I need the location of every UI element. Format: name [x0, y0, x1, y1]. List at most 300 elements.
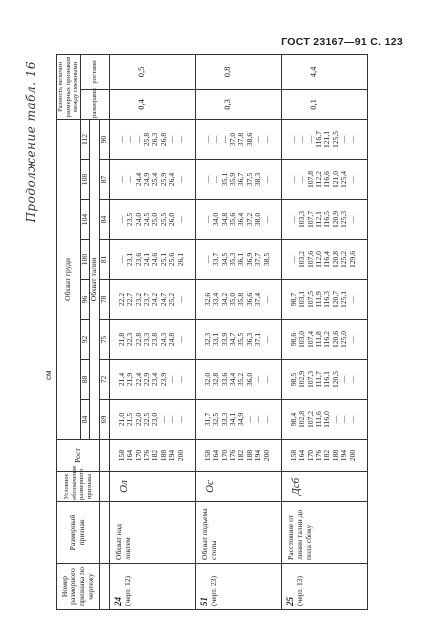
cell-value: 22,5 [142, 412, 152, 427]
cell-value: 34,9 [236, 412, 246, 427]
height-value: 158 [202, 449, 212, 462]
cell-value: — [288, 215, 298, 224]
cell-value: 107,6 [305, 250, 315, 269]
chest-96: 96 [80, 280, 90, 320]
cell-value: — [116, 175, 126, 184]
value-column [195, 400, 281, 440]
cell-value: — [133, 135, 143, 144]
diff-heights-value: 0,5 [109, 54, 195, 89]
cell-value: 25,8 [142, 132, 152, 147]
cell-value: 37,2 [244, 212, 254, 227]
height-value: 182 [236, 449, 246, 462]
cell-value: 98,4 [288, 412, 298, 427]
cell-value: 107,5 [305, 290, 315, 309]
cell-value: — [244, 415, 254, 424]
cell-value: 32,6 [202, 292, 212, 307]
measurements-table [56, 54, 368, 610]
cell-value: — [175, 415, 185, 424]
cell-value: 111,6 [314, 411, 324, 428]
cell-value: 34,0 [211, 212, 221, 227]
value-column [109, 360, 195, 400]
cell-value: 120,7 [330, 290, 340, 309]
cell-value: 23,4 [150, 372, 160, 387]
value-column [281, 280, 367, 320]
waist-84: 84 [100, 200, 110, 240]
cell-value: 121,1 [322, 130, 332, 149]
cell-value: 24,9 [142, 172, 152, 187]
feature-no-cell [109, 564, 195, 610]
diff-heights-value: 0,8 [195, 54, 281, 89]
cell-value: 34,8 [219, 212, 229, 227]
cell-value: — [347, 375, 357, 384]
cell-value: 103,2 [297, 250, 307, 269]
cell-value: 25,0 [150, 212, 160, 227]
cell-value: 33,3 [219, 412, 229, 427]
cell-value: 120,6 [330, 330, 340, 349]
cell-value: — [211, 135, 221, 144]
value-column [195, 280, 281, 320]
cell-value: — [330, 415, 340, 424]
page-header: ГОСТ 23167—91 С. 123 [281, 36, 403, 48]
cell-value: 111,9 [314, 291, 324, 308]
cell-value: — [167, 135, 177, 144]
value-column [109, 240, 195, 280]
chest-84: 84 [80, 400, 90, 440]
waist-75: 75 [100, 320, 110, 360]
cell-value: — [253, 135, 263, 144]
waist-87: 87 [100, 160, 110, 200]
cell-value: 35,8 [236, 292, 246, 307]
cell-value: — [219, 135, 229, 144]
cell-value: 25,9 [158, 172, 168, 187]
unit-label: см [44, 370, 53, 380]
cell-value: 107,2 [305, 410, 315, 429]
cell-value: — [261, 295, 271, 304]
cell-value: 107,3 [305, 370, 315, 389]
table-row [195, 54, 281, 609]
cell-value: — [347, 415, 357, 424]
diff-sizes-header: размерами [80, 89, 109, 119]
cell-value: 22,3 [125, 332, 135, 347]
cell-value: — [158, 415, 168, 424]
cell-value: 36,7 [236, 172, 246, 187]
chest-112: 112 [80, 119, 90, 159]
cell-value: — [116, 255, 126, 264]
cell-value: 107,8 [305, 170, 315, 189]
feature-name: Расстояние от линии талии до пола сбоку [281, 502, 367, 564]
cell-value: 112,1 [314, 211, 324, 228]
waist-72: 72 [100, 360, 110, 400]
col-feature-symbol: Условное обозначение размерного признака [57, 472, 100, 502]
cell-value: 116,7 [314, 131, 324, 148]
height-value: 188 [158, 449, 168, 462]
cell-value: 33,1 [211, 332, 221, 347]
cell-value: 37,0 [228, 132, 238, 147]
feature-no: 51 [198, 597, 209, 606]
cell-value: 26,1 [175, 252, 185, 267]
cell-value: 24,2 [150, 292, 160, 307]
cell-value: 112,0 [314, 251, 324, 268]
col-height-sub [100, 440, 110, 472]
cell-value: 22,8 [133, 332, 143, 347]
cell-value: — [261, 215, 271, 224]
continuation-title: Продолжение табл. 16 [24, 61, 38, 223]
cell-value: — [202, 135, 212, 144]
cell-value: 103,0 [297, 330, 307, 349]
cell-value: 24,5 [142, 212, 152, 227]
cell-value: 98,7 [288, 292, 298, 307]
cell-value: 35,6 [228, 212, 238, 227]
cell-value: 107,4 [305, 330, 315, 349]
cell-value: 102,9 [297, 370, 307, 389]
cell-value: 24,4 [133, 172, 143, 187]
cell-value: 23,2 [133, 292, 143, 307]
cell-value: 22,2 [116, 292, 126, 307]
cell-value: 35,2 [236, 372, 246, 387]
value-column [195, 320, 281, 360]
cell-value: 32,3 [202, 332, 212, 347]
waist-group-header: Обхват талии [90, 119, 100, 439]
height-value: 158 [288, 449, 298, 462]
cell-value: 38,6 [244, 132, 254, 147]
table-row [109, 54, 195, 609]
cell-value: 24,1 [142, 252, 152, 267]
cell-value: 120,9 [330, 210, 340, 229]
cell-value: 116,5 [322, 211, 332, 228]
cell-value: 22,9 [142, 372, 152, 387]
cell-value: 111,7 [314, 371, 324, 388]
cell-value: — [116, 135, 126, 144]
cell-value: 102,8 [297, 410, 307, 429]
height-value: 176 [142, 449, 152, 462]
cell-value: — [175, 175, 185, 184]
waist-69: 69 [100, 400, 110, 440]
cell-value: 125,1 [339, 290, 349, 309]
height-value: 164 [297, 449, 307, 462]
cell-value: 37,1 [253, 332, 263, 347]
cell-value: 25,2 [167, 292, 177, 307]
height-value: 164 [211, 449, 221, 462]
height-value: 200 [261, 449, 271, 462]
cell-value: 35,5 [236, 332, 246, 347]
cell-value: 23,0 [150, 412, 160, 427]
cell-value: — [288, 175, 298, 184]
cell-value: — [288, 255, 298, 264]
cell-value: — [175, 335, 185, 344]
cell-value: 98,6 [288, 332, 298, 347]
cell-value: 35,9 [228, 172, 238, 187]
height-value: 188 [330, 449, 340, 462]
diff-heights-header: ростами [80, 54, 109, 89]
cell-value: 125,3 [339, 210, 349, 229]
cell-value: — [261, 175, 271, 184]
cell-value: 116,0 [322, 411, 332, 428]
cell-value: — [347, 215, 357, 224]
cell-value: 129,6 [347, 250, 357, 269]
value-column [109, 160, 195, 200]
cell-value: 23,7 [142, 292, 152, 307]
value-column [109, 200, 195, 240]
cell-value: — [261, 415, 271, 424]
cell-value: 125,0 [339, 330, 349, 349]
cell-value: — [347, 135, 357, 144]
cell-value: 116,2 [322, 331, 332, 348]
cell-value: 116,4 [322, 251, 332, 268]
cell-value: 116,3 [322, 291, 332, 308]
cell-value: — [253, 375, 263, 384]
height-value: 170 [133, 449, 143, 462]
value-column [195, 240, 281, 280]
cell-value: 120,5 [330, 370, 340, 389]
cell-value: 37,8 [236, 132, 246, 147]
feature-symbol: Дсб [281, 472, 367, 502]
feature-drawing: (черт. 12) [122, 575, 132, 606]
cell-value: 125,5 [330, 130, 340, 149]
height-value: 188 [244, 449, 254, 462]
height-value: 200 [347, 449, 357, 462]
cell-value: — [175, 295, 185, 304]
cell-value: 25,6 [167, 252, 177, 267]
cell-value: — [175, 135, 185, 144]
cell-value: 23,9 [158, 372, 168, 387]
cell-value: — [347, 295, 357, 304]
cell-value: — [261, 335, 271, 344]
cell-value: — [175, 375, 185, 384]
cell-value: 38,5 [261, 252, 271, 267]
diff-header: Разность величин размерных признаков между смежными [57, 54, 81, 119]
cell-value: 36,3 [244, 332, 254, 347]
feature-symbol: Oл [109, 472, 195, 502]
cell-value: 98,5 [288, 372, 298, 387]
cell-value: 36,9 [244, 252, 254, 267]
value-column [109, 400, 195, 440]
cell-value: 26,0 [167, 212, 177, 227]
waist-78: 78 [100, 280, 110, 320]
cell-value: — [347, 175, 357, 184]
cell-value: 34,1 [228, 412, 238, 427]
value-column [281, 400, 367, 440]
cell-value: — [339, 415, 349, 424]
waist-81: 81 [100, 240, 110, 280]
cell-value: 33,6 [219, 372, 229, 387]
cell-value: 21,4 [116, 372, 126, 387]
value-column [195, 160, 281, 200]
col-feature-symbol-sub [100, 472, 110, 502]
cell-value: — [167, 375, 177, 384]
value-column [195, 200, 281, 240]
cell-value: 23,3 [142, 332, 152, 347]
cell-value: 32,0 [202, 372, 212, 387]
cell-value: — [261, 135, 271, 144]
cell-value: 31,7 [202, 412, 212, 427]
chest-92: 92 [80, 320, 90, 360]
cell-value: — [167, 415, 177, 424]
cell-value: 23,5 [125, 212, 135, 227]
cell-value: — [347, 335, 357, 344]
cell-value: 22,7 [125, 292, 135, 307]
chest-108: 108 [80, 160, 90, 200]
cell-value: — [253, 415, 263, 424]
height-value: 164 [125, 449, 135, 462]
cell-value: 33,7 [211, 252, 221, 267]
cell-value: 26,3 [150, 132, 160, 147]
cell-value: 34,4 [228, 372, 238, 387]
height-value: 176 [228, 449, 238, 462]
cell-value: — [297, 135, 307, 144]
height-value: 194 [339, 449, 349, 462]
height-list [109, 440, 195, 472]
diff-sizes-value: 0,1 [281, 89, 367, 119]
feature-drawing: (черт. 23) [208, 575, 218, 606]
chest-group-header: Обхват груди [57, 119, 81, 439]
value-column [281, 119, 367, 159]
value-column [281, 240, 367, 280]
cell-value: 36,1 [236, 252, 246, 267]
feature-no-cell [281, 564, 367, 610]
cell-value: 22,4 [133, 372, 143, 387]
height-value: 182 [322, 449, 332, 462]
height-value: 170 [219, 449, 229, 462]
cell-value: — [261, 375, 271, 384]
height-value: 158 [116, 449, 126, 462]
cell-value: 35,1 [219, 172, 229, 187]
feature-symbol: Oс [195, 472, 281, 502]
cell-value: 22,0 [133, 412, 143, 427]
cell-value: 24,6 [150, 252, 160, 267]
cell-value: — [202, 255, 212, 264]
value-column [195, 119, 281, 159]
cell-value: 23,1 [125, 252, 135, 267]
value-column [281, 200, 367, 240]
cell-value: 26,4 [167, 172, 177, 187]
cell-value: 32,8 [211, 372, 221, 387]
cell-value: 33,4 [211, 292, 221, 307]
feature-drawing: (черт. 13) [294, 575, 304, 606]
cell-value: 35,0 [228, 292, 238, 307]
cell-value: — [297, 175, 307, 184]
cell-value: — [288, 135, 298, 144]
value-column [195, 360, 281, 400]
feature-name: Обхват подъема стопы [195, 502, 281, 564]
cell-value: 36,6 [244, 292, 254, 307]
cell-value: 36,0 [244, 372, 254, 387]
height-list [281, 440, 367, 472]
cell-value: 23,6 [133, 252, 143, 267]
cell-value: 37,5 [244, 172, 254, 187]
cell-value: 23,8 [150, 332, 160, 347]
cell-value: — [125, 175, 135, 184]
cell-value: 38,0 [253, 212, 263, 227]
cell-value: 25,1 [158, 252, 168, 267]
cell-value: 34,5 [219, 252, 229, 267]
cell-value: — [305, 135, 315, 144]
cell-value: 37,7 [253, 252, 263, 267]
cell-value: — [175, 215, 185, 224]
cell-value: — [116, 215, 126, 224]
cell-value: 35,3 [228, 252, 238, 267]
cell-value: 21,8 [116, 332, 126, 347]
cell-value: 26,8 [158, 132, 168, 147]
cell-value: 24,7 [158, 292, 168, 307]
diff-sizes-value: 0,3 [195, 89, 281, 119]
height-value: 182 [150, 449, 160, 462]
feature-name: Обхват над локтем [109, 502, 195, 564]
cell-value: 33,9 [219, 332, 229, 347]
cell-value: — [339, 135, 349, 144]
rotated-table-block [22, 55, 392, 610]
height-value: 194 [253, 449, 263, 462]
feature-no-cell [195, 564, 281, 610]
cell-value: 37,4 [253, 292, 263, 307]
height-list [195, 440, 281, 472]
cell-value: — [202, 175, 212, 184]
height-value: 200 [175, 449, 185, 462]
cell-value: 38,3 [253, 172, 263, 187]
cell-value: 21,5 [125, 412, 135, 427]
cell-value: — [125, 135, 135, 144]
cell-value: 116,1 [322, 371, 332, 388]
height-value: 194 [167, 449, 177, 462]
cell-value: 21,9 [125, 372, 135, 387]
waist-90: 90 [100, 119, 110, 159]
cell-value: 34,2 [219, 292, 229, 307]
feature-no: 24 [112, 597, 123, 606]
cell-value: 24,8 [167, 332, 177, 347]
cell-value: 34,7 [228, 332, 238, 347]
cell-value: 125,4 [339, 170, 349, 189]
diff-sizes-value: 0,4 [109, 89, 195, 119]
cell-value: 120,8 [330, 250, 340, 269]
col-feature-name: Размерный признак [57, 502, 100, 564]
col-feature-no: Номер размерного признака по чертежу [57, 564, 100, 610]
cell-value: — [202, 215, 212, 224]
col-height: Рост [57, 440, 100, 472]
chest-100: 100 [80, 240, 90, 280]
cell-value: 103,1 [297, 290, 307, 309]
cell-value: 32,5 [211, 412, 221, 427]
cell-value: 24,3 [158, 332, 168, 347]
cell-value: 25,5 [158, 212, 168, 227]
cell-value: 112,2 [314, 171, 324, 188]
cell-value: — [211, 175, 221, 184]
cell-value: 25,4 [150, 172, 160, 187]
value-column [281, 320, 367, 360]
cell-value: 36,4 [236, 212, 246, 227]
value-column [281, 360, 367, 400]
chest-88: 88 [80, 360, 90, 400]
cell-value: 24,0 [133, 212, 143, 227]
height-value: 176 [314, 449, 324, 462]
col-feature-no-sub [100, 564, 110, 610]
height-value: 170 [305, 449, 315, 462]
col-feature-name-sub [100, 502, 110, 564]
cell-value: — [339, 375, 349, 384]
value-column [281, 160, 367, 200]
cell-value: 111,8 [314, 331, 324, 348]
cell-value: 116,6 [322, 171, 332, 188]
cell-value: 125,2 [339, 250, 349, 269]
cell-value: 21,0 [116, 412, 126, 427]
value-column [109, 320, 195, 360]
cell-value: 107,7 [305, 210, 315, 229]
value-column [109, 280, 195, 320]
diff-heights-value: 4,4 [281, 54, 367, 89]
cell-value: 121,0 [330, 170, 340, 189]
table-row [281, 54, 367, 609]
cell-value: 103,3 [297, 210, 307, 229]
feature-no: 25 [284, 597, 295, 606]
chest-104: 104 [80, 200, 90, 240]
